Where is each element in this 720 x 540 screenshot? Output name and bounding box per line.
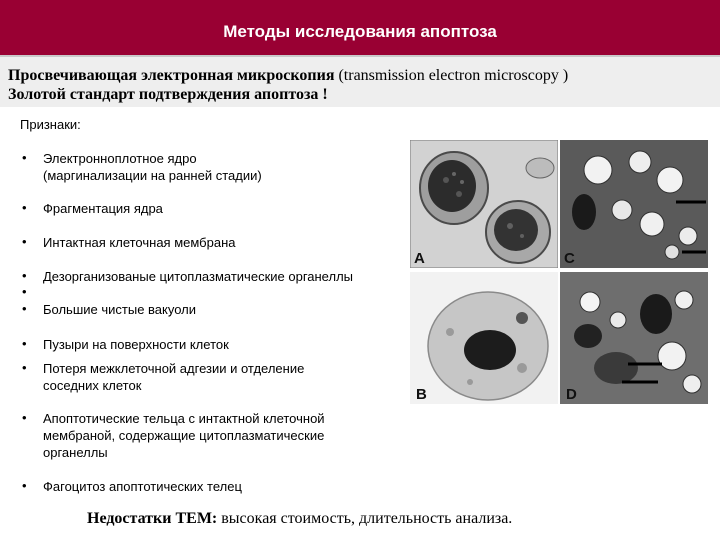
micrograph-panel-b — [410, 272, 558, 404]
signs-heading: Признаки: — [20, 117, 81, 132]
bullet-glyph: • — [22, 360, 27, 375]
sign-item: Большие чистые вакуоли — [43, 302, 196, 317]
sign-item: Электронноплотное ядро (маргинализации на ранней стадии) — [43, 151, 262, 183]
slide-title: Методы исследования апоптоза — [223, 22, 497, 41]
panel-label-b: B — [416, 386, 427, 403]
bullet-glyph: • — [22, 234, 27, 249]
bullet-glyph: • — [22, 410, 27, 425]
sign-item: Интактная клеточная мембрана — [43, 235, 236, 250]
micrograph-panel-c — [560, 140, 708, 268]
bullet-glyph: • — [22, 200, 27, 215]
subtitle-method-line — [8, 67, 568, 85]
sign-item: Апоптотические тельца с интактной клеточной мембраной, содержащие цитоплазматические органеллы — [43, 411, 325, 460]
micrograph-panel-d — [560, 272, 708, 404]
bullet-glyph: • — [22, 336, 27, 351]
bullet-glyph: • — [22, 301, 27, 316]
subtitle-gold-standard: Золотой стандарт подтверждения апоптоза ! — [8, 86, 328, 103]
footer-text: высокая стоимость, длительность анализа. — [217, 510, 513, 527]
footer-label: Недостатки ТЕМ: — [87, 510, 218, 527]
sign-item: Фагоцитоз апоптотических телец — [43, 479, 242, 494]
panel-label-d: D — [566, 386, 577, 403]
sign-item: Дезорганизованые цитоплазматические органеллы — [43, 269, 353, 284]
footer-note — [87, 510, 512, 528]
subtitle-method-english: (transmission electron microscopy ) — [334, 67, 569, 84]
panel-label-c: C — [564, 250, 575, 267]
bullet-glyph: • — [22, 284, 27, 299]
sign-item: Потеря межклеточной адгезии и отделение соседних клеток — [43, 361, 305, 393]
bullet-glyph: • — [22, 478, 27, 493]
bullet-glyph: • — [22, 150, 27, 165]
panel-label-a: A — [414, 250, 425, 267]
bullet-glyph: • — [22, 268, 27, 283]
sign-item: Пузыри на поверхности клеток — [43, 337, 229, 352]
sign-item: Фрагментация ядра — [43, 201, 163, 216]
micrograph-panel-a — [410, 140, 558, 268]
subtitle-method-name: Просвечивающая электронная микроскопия — [8, 67, 335, 84]
